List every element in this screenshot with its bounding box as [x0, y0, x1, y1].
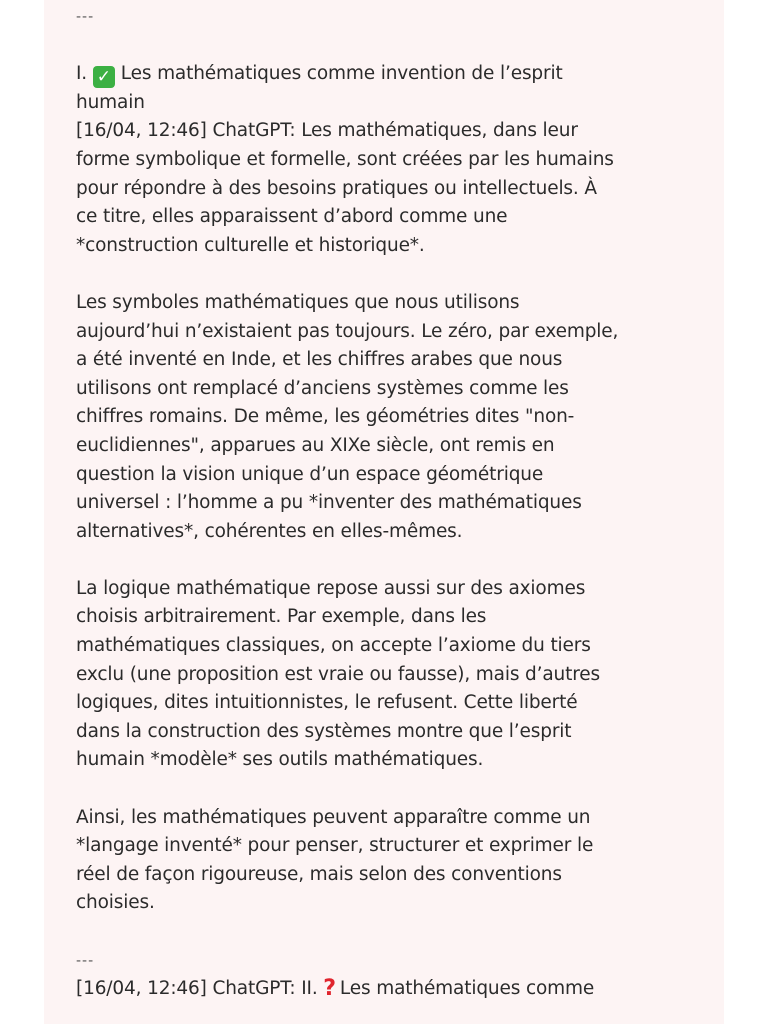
- chat-message-text: [76, 3, 716, 1004]
- intro-line: forme symbolique et formelle, sont créées par les humains: [76, 148, 614, 170]
- para4-line: Ainsi, les mathématiques peuvent apparaître comme un: [76, 806, 591, 828]
- section-1-title-text: Les mathématiques comme invention de l’esprit: [120, 63, 563, 85]
- para2-line: chiffres romains. De même, les géométries dites "non-: [76, 406, 575, 428]
- intro-line: [16/04, 12:46] ChatGPT: Les mathématiques, dans leur: [76, 120, 578, 142]
- intro-line: pour répondre à des besoins pratiques ou intellectuels. À: [76, 177, 597, 199]
- section-1-title-cont: humain: [76, 91, 145, 113]
- section-2-prefix: [16/04, 12:46] ChatGPT: II.: [76, 978, 318, 1000]
- separator-bottom: ---: [76, 952, 95, 969]
- para3-line: choisis arbitrairement. Par exemple, dans les: [76, 606, 487, 628]
- para3-line: exclu (une proposition est vraie ou fausse), mais d’autres: [76, 663, 601, 685]
- paragraph-symbols: [76, 289, 716, 546]
- check-mark-icon: ✓: [93, 66, 115, 88]
- para2-line: alternatives*, cohérentes en elles-mêmes.: [76, 520, 463, 542]
- para4-line: choisies.: [76, 892, 155, 914]
- blank-line: [76, 32, 716, 61]
- blank-line: [76, 918, 716, 947]
- para2-line: a été inventé en Inde, et les chiffres arabes que nous: [76, 349, 563, 371]
- para3-line: dans la construction des systèmes montre que l’esprit: [76, 720, 572, 742]
- paragraph-logic: [76, 575, 716, 775]
- para4-line: *langage inventé* pour penser, structurer et exprimer le: [76, 835, 594, 857]
- chat-message-page: [44, 0, 724, 1024]
- para2-line: Les symboles mathématiques que nous utilisons: [76, 291, 520, 313]
- para2-line: question la vision unique d’un espace géométrique: [76, 463, 544, 485]
- blank-line: [76, 546, 716, 575]
- intro-line: *construction culturelle et historique*.: [76, 234, 425, 256]
- para2-line: aujourd’hui n’existaient pas toujours. Le zéro, par exemple,: [76, 320, 619, 342]
- para4-line: réel de façon rigoureuse, mais selon des conventions: [76, 863, 562, 885]
- para2-line: utilisons ont remplacé d’anciens systèmes comme les: [76, 377, 569, 399]
- question-mark-icon: ?: [323, 976, 336, 1002]
- blank-line: [76, 260, 716, 289]
- para3-line: mathématiques classiques, on accepte l’axiome du tiers: [76, 635, 591, 657]
- para3-line: La logique mathématique repose aussi sur des axiomes: [76, 577, 586, 599]
- section-1-title: [76, 60, 716, 89]
- paragraph-conclusion: [76, 804, 716, 918]
- intro-paragraph: [76, 117, 716, 260]
- para2-line: universel : l’homme a pu *inventer des mathématiques: [76, 492, 582, 514]
- para3-line: logiques, dites intuitionnistes, le refusent. Cette liberté: [76, 692, 578, 714]
- intro-line: ce titre, elles apparaissent d’abord comme une: [76, 206, 508, 228]
- blank-line: [76, 775, 716, 804]
- section-2-text: Les mathématiques comme: [339, 978, 595, 1000]
- para3-line: humain *modèle* ses outils mathématiques.: [76, 749, 484, 771]
- section-1-prefix: I.: [76, 63, 88, 85]
- para2-line: euclidiennes", apparues au XIXe siècle, ont remis en: [76, 434, 555, 456]
- separator-top: ---: [76, 9, 95, 25]
- section-2-start: [76, 975, 716, 1004]
